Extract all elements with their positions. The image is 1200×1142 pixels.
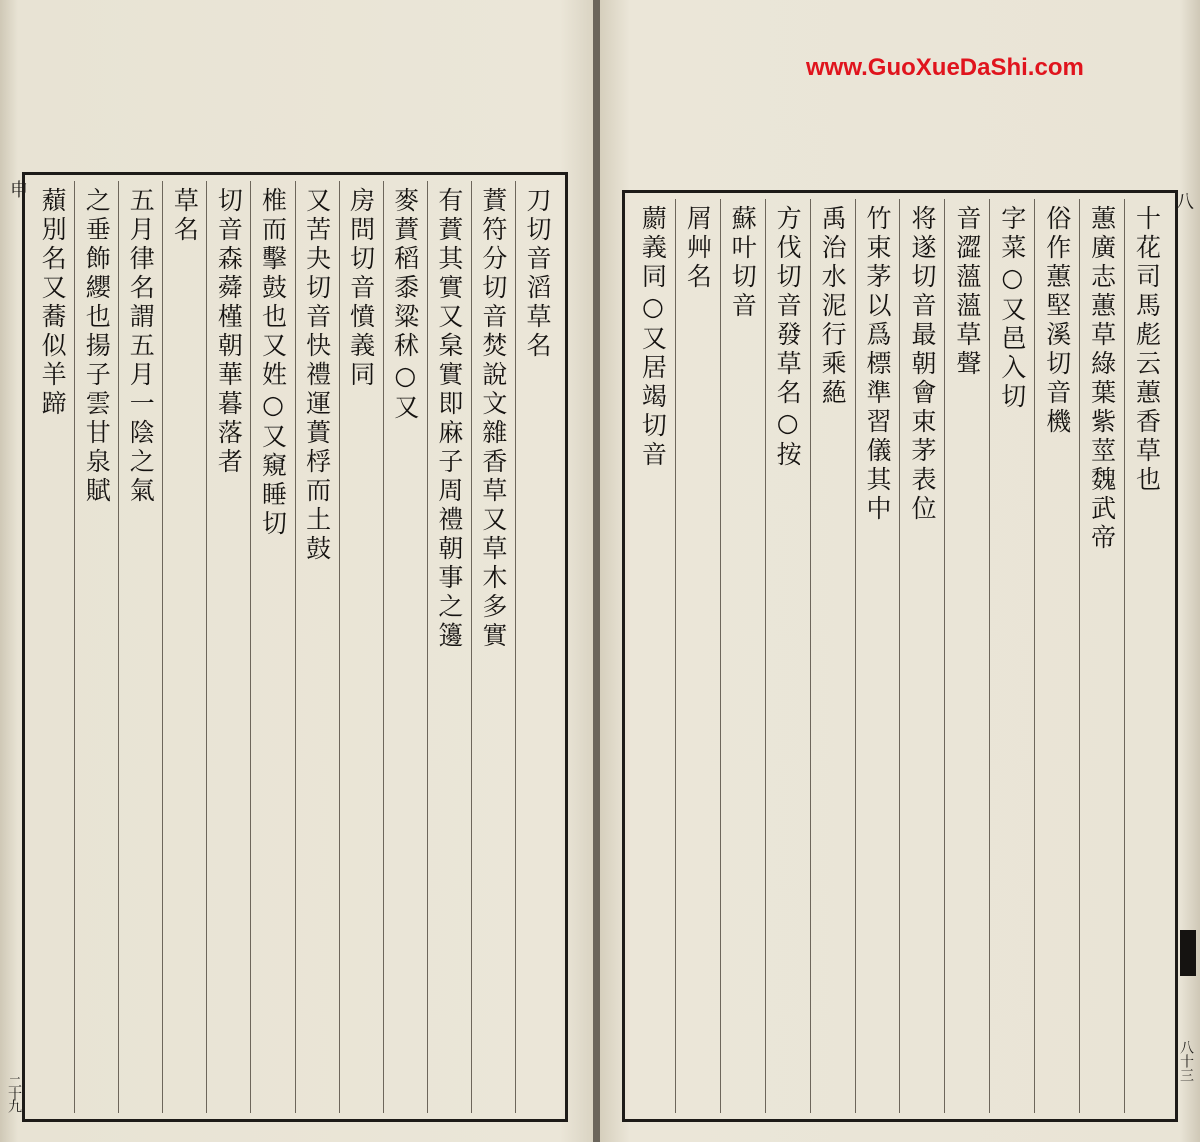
right-text-frame [622, 190, 1178, 1122]
text-column: 方伐切音發草名○按 [765, 199, 810, 1113]
text-column: 麥蕡稻黍粱秫○又 [383, 181, 427, 1113]
text-column: 禹治水泥行乘蕝 [810, 199, 855, 1113]
left-page [0, 0, 596, 1142]
text-column: 蘈別名又蕎似羊蹄 [38, 187, 68, 419]
text-column: 刀切音滔草名 [515, 181, 559, 1113]
text-column: 草名 [162, 181, 206, 1113]
text-column: 切音森蕣槿朝華暮落者 [206, 181, 250, 1113]
text-column: 字菜○又邑入切 [989, 199, 1034, 1113]
text-column: 将遂切音最朝會束茅表位 [899, 199, 944, 1113]
text-column: 之垂飾纓也揚子雲甘泉賦 [74, 181, 118, 1113]
left-columns [31, 181, 559, 1113]
text-column: 蕙廣志蕙草綠葉紫莖魏武帝 [1079, 199, 1124, 1113]
left-page-number: 二十九 [6, 1075, 22, 1111]
right-page [600, 0, 1200, 1142]
text-column: 俗作蕙堅溪切音機 [1034, 199, 1079, 1113]
left-text-frame [22, 172, 568, 1122]
text-column: 屑艸名 [675, 199, 720, 1113]
text-column: 竹束茅以爲標準習儀其中 [855, 199, 900, 1113]
text-column: 蘇叶切音 [720, 199, 765, 1113]
fishtail-mark [1180, 930, 1196, 976]
site-watermark: www.GuoXueDaShi.com [806, 54, 1084, 81]
left-side-label: 申 [7, 180, 28, 198]
text-column: 有蕡其實又枲實即麻子周禮朝事之籩 [427, 181, 471, 1113]
text-column: 音澀薀薀草聲 [944, 199, 989, 1113]
text-column: 椎而擊鼓也又姓○又窺睡切 [250, 181, 294, 1113]
text-column: 十花司馬彪云蕙香草也 [1124, 199, 1169, 1113]
text-column: 又苦夬切音快禮運蕢桴而土鼓 [295, 181, 339, 1113]
right-page-number: 八十三 [1178, 1040, 1194, 1082]
right-columns [631, 199, 1169, 1113]
text-column: 五月律名謂五月一陰之氣 [118, 181, 162, 1113]
text-column: 蕡符分切音焚說文雜香草又草木多實 [471, 181, 515, 1113]
right-side-label: 八 [1173, 192, 1194, 210]
text-column: 蘮義同○又居竭切音 [638, 205, 668, 470]
text-column: 房問切音憤義同 [339, 181, 383, 1113]
